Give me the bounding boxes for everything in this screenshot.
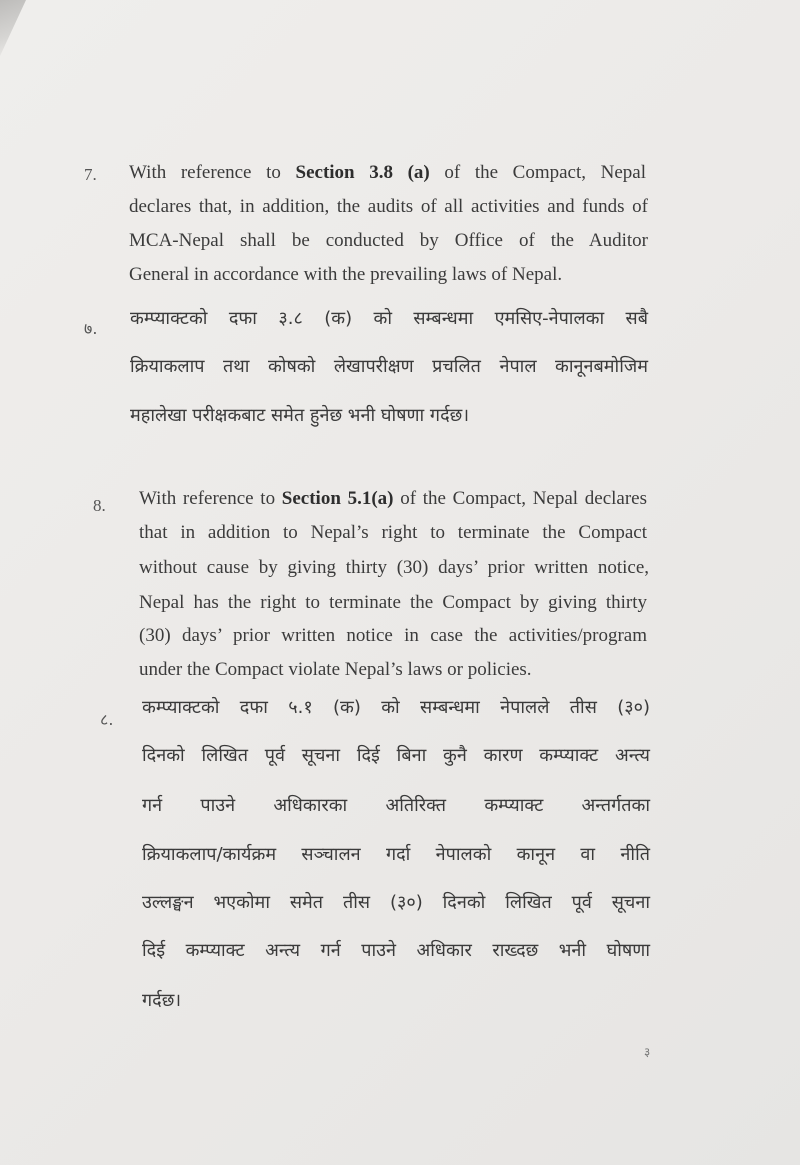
item-8-np-line-1: कम्प्याक्टको दफा ५.१ (क) को सम्बन्धमा नेपालले तीस (३०) — [142, 697, 650, 718]
item-7-np-line-1: कम्प्याक्टको दफा ३.८ (क) को सम्बन्धमा एमसिए-नेपालका सबै — [130, 308, 648, 329]
item-7-number: 7. — [84, 165, 97, 184]
item-8-np-line-2: दिनको लिखित पूर्व सूचना दिई बिना कुनै कारण कम्प्याक्ट अन्त्य — [142, 745, 650, 766]
item-7-np-line-2: क्रियाकलाप तथा कोषको लेखापरीक्षण प्रचलित नेपाल कानूनबमोजिम — [130, 356, 648, 377]
item-8-en-line-6: under the Compact violate Nepal’s laws or policies. — [139, 659, 532, 680]
item-7-en-line-1-post: of the Compact, Nepal — [429, 162, 646, 183]
item-7-en-line-2: declares that, in addition, the audits of all activities and funds of — [129, 196, 648, 217]
item-8-np-line-5: उल्लङ्घन भएकोमा समेत तीस (३०) दिनको लिखित पूर्व सूचना — [142, 892, 650, 913]
item-8-en-line-2: that in addition to Nepal’s right to terminate the Compact — [139, 522, 647, 543]
item-7-np-number: ७. — [84, 319, 98, 338]
item-8-en-line-1 — [139, 488, 647, 510]
item-8-number: 8. — [93, 496, 106, 515]
item-7-en-line-1 — [129, 162, 646, 184]
item-7-np-line-3: महालेखा परीक्षकबाट समेत हुनेछ भनी घोषणा गर्दछ। — [130, 405, 470, 426]
item-8-np-line-7: गर्दछ। — [142, 990, 182, 1011]
section-reference: Section 5.1(a) — [281, 488, 394, 509]
item-7-en-line-4: General in accordance with the prevailing laws of Nepal. — [129, 264, 563, 285]
item-8-en-line-5: (30) days’ prior written notice in case the activities/program — [139, 625, 647, 646]
item-8-en-line-3: without cause by giving thirty (30) days’ prior written notice, — [139, 557, 649, 578]
item-8-np-line-6: दिई कम्प्याक्ट अन्त्य गर्न पाउने अधिकार राख्दछ भनी घोषणा — [142, 940, 650, 961]
item-8-np-line-3: गर्न पाउने अधिकारका अतिरिक्त कम्प्याक्ट अन्तर्गतका — [142, 795, 650, 816]
page-corner-fold — [0, 0, 26, 56]
item-7-en-line-3: MCA-Nepal shall be conducted by Office of the Auditor — [129, 230, 648, 251]
item-8-en-line-1-pre: With reference to — [139, 488, 282, 509]
item-8-en-line-4: Nepal has the right to terminate the Compact by giving thirty — [139, 592, 647, 613]
section-reference: Section 3.8 (a) — [295, 162, 430, 183]
item-8-np-line-4: क्रियाकलाप/कार्यक्रम सञ्चालन गर्दा नेपालको कानून वा नीति — [142, 844, 650, 865]
page-number: ३ — [644, 1045, 651, 1059]
item-7-en-line-1-pre: With reference to — [129, 162, 296, 183]
item-8-np-number: ८. — [100, 710, 114, 729]
item-8-en-line-1-post: of the Compact, Nepal declares — [393, 488, 648, 509]
